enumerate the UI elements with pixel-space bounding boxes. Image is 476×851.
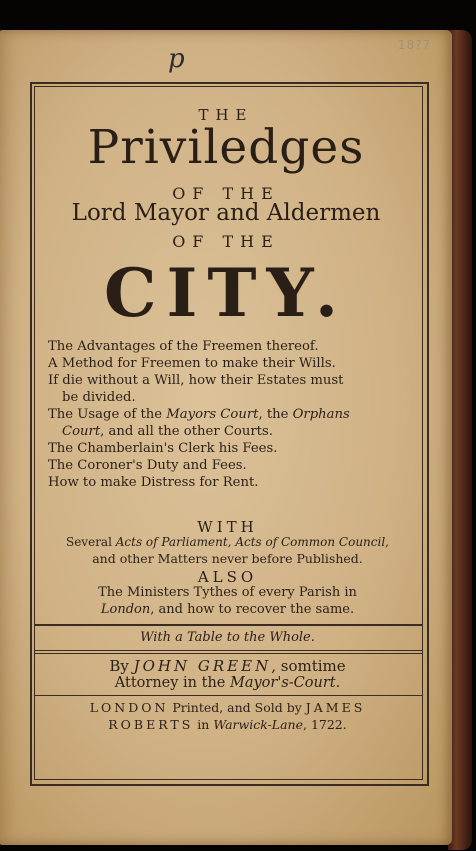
divider-rule [34, 624, 423, 626]
table-line: With a Table to the Whole. [140, 630, 315, 645]
by-text: By [109, 657, 134, 675]
title-the: THE [198, 106, 254, 124]
divider-rule [34, 695, 423, 696]
imprint-roberts: ROBERTS [108, 717, 194, 732]
several-comma: , [385, 535, 389, 549]
london-text: , and how to recover the same. [150, 602, 355, 617]
contents-line: The Advantages of the Freemen thereof. [48, 339, 319, 354]
contents-line: The Coroner's Duty and Fees. [48, 458, 247, 473]
title-page [0, 30, 452, 845]
author-line [34, 657, 421, 675]
ministers-line: The Ministers Tythes of every Parish in [98, 585, 357, 600]
imprint-james: JAMES [305, 700, 366, 715]
title-lord-mayor: Lord Mayor and Aldermen [71, 200, 381, 226]
title-main: Priviledges [87, 120, 365, 175]
contents-italic: Mayors Court [166, 407, 259, 422]
imprint-line-1 [34, 700, 421, 715]
acts-italic: Acts of Parliament, Acts of Common Council [115, 535, 386, 549]
contents-line: A Method for Freemen to make their Wills. [48, 356, 336, 371]
sometime-text: , somtime [271, 657, 346, 675]
several-acts-line [34, 535, 421, 549]
also-heading: ALSO [197, 568, 258, 586]
mayors-court-italic: Mayor's-Court. [230, 675, 341, 691]
imprint-warwick: Warwick-Lane [213, 717, 303, 732]
contents-text: , the [258, 407, 293, 422]
author-name: JOHN GREEN [133, 657, 272, 675]
london-line [34, 602, 421, 617]
title-of-the-1: OF THE [172, 184, 280, 203]
attorney-line [34, 675, 421, 691]
contents-text: The Usage of the [48, 407, 167, 422]
imprint-line-2 [34, 717, 421, 732]
with-heading: WITH [197, 518, 258, 536]
contents-line: The Chamberlain's Clerk his Fees. [48, 441, 278, 456]
contents-text: , and all the other Courts. [100, 424, 273, 439]
title-city: CITY. [103, 254, 349, 332]
imprint-in: in [193, 717, 214, 732]
other-matters-line: and other Matters never before Published. [92, 551, 363, 566]
contents-line: How to make Distress for Rent. [48, 475, 259, 490]
divider-rule [34, 650, 423, 651]
several-text: Several [65, 535, 116, 549]
contents-line [48, 406, 418, 423]
contents-line: be divided. [62, 390, 136, 405]
contents-list [48, 338, 418, 491]
imprint-printed: Printed, and Sold by [168, 700, 306, 715]
contents-line: If die without a Will, how their Estates must [48, 373, 344, 388]
contents-italic: Orphans [292, 407, 350, 422]
london-italic: London [100, 602, 151, 617]
contents-line [48, 423, 418, 440]
imprint-london: LONDON [89, 700, 169, 715]
title-of-the-2: OF THE [172, 232, 280, 251]
pencil-note: 18?7 [398, 38, 432, 52]
attorney-text: Attorney in the [114, 675, 230, 691]
divider-rule [34, 653, 423, 654]
handwritten-mark: p [168, 44, 185, 74]
contents-italic: Court [62, 424, 101, 439]
imprint-year: , 1722. [303, 717, 347, 732]
